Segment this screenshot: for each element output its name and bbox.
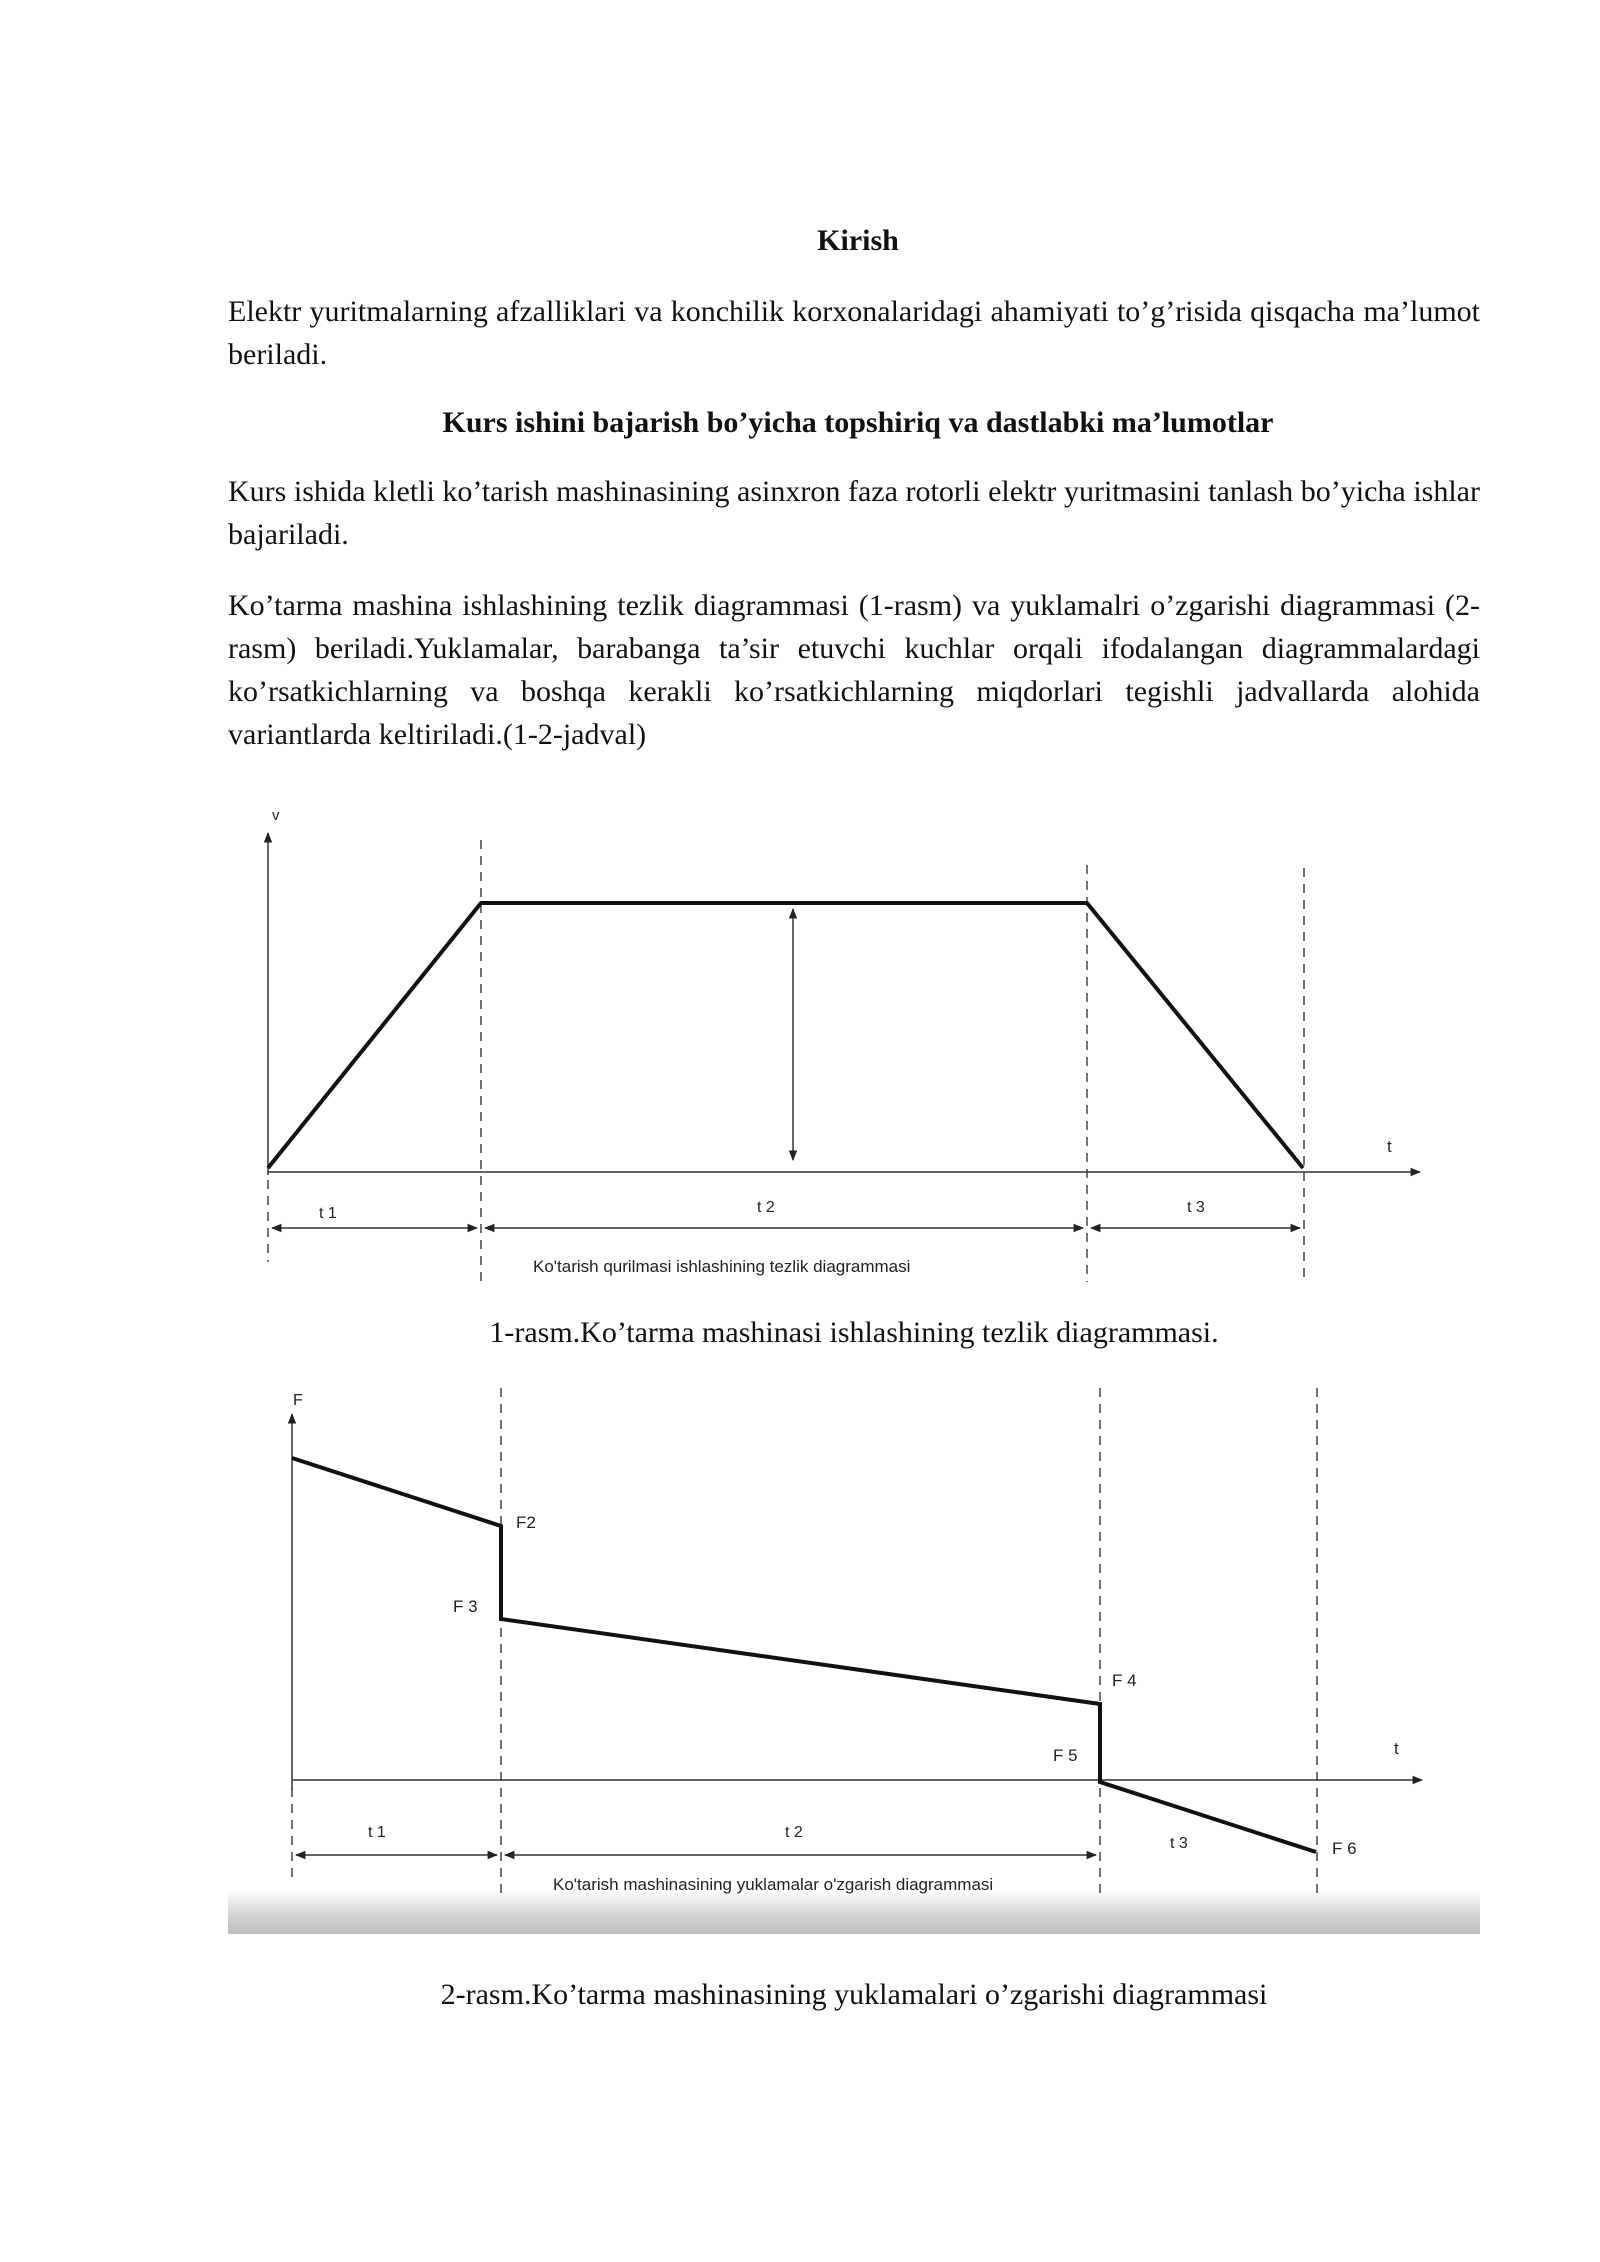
t-axis-label: t <box>1394 1739 1399 1758</box>
label-f2: F2 <box>516 1513 536 1532</box>
speed-curve <box>268 903 1303 1168</box>
label-f5: F 5 <box>1053 1746 1078 1765</box>
f-axis-label: F <box>293 1392 303 1409</box>
interval-label-t3: t 3 <box>1170 1835 1188 1852</box>
task-paragraph: Kurs ishida kletli ko’tarish mashinasining asinxron faza rotorli elektr yuritmasini tanlash bo’yicha ishlar bajariladi. <box>228 475 1480 551</box>
interval-label-t1: t 1 <box>368 1824 386 1841</box>
figure2-caption: 2-rasm.Ko’tarma mashinasining yuklamalari o’zgarishi diagrammasi <box>440 1978 1268 2011</box>
load-diagram-figure <box>0 1380 1600 1950</box>
figure2-inner-caption: Ko'tarish mashinasining yuklamalar o'zgarish diagrammasi <box>553 1875 994 1894</box>
scan-shadow-band <box>228 1890 1480 1934</box>
label-f4: F 4 <box>1112 1671 1137 1690</box>
label-f6: F 6 <box>1332 1839 1357 1858</box>
figure1-caption: 1-rasm.Ko’tarma mashinasi ishlashining tezlik diagrammasi. <box>489 1316 1219 1349</box>
diagram-description-paragraph: Ko’tarma mashina ishlashining tezlik diagrammasi (1-rasm) va yuklamalri o’zgarishi diagrammasi (2-rasm) beriladi.Yuklamalar, barabanga ta’sir etuvchi kuchlar orqali ifodalangan diagrammalardagi ko’rsatkichlarning va boshqa kerakli ko’rsatkichlarning miqdorlari tegishli jadvallarda alohida variantlarda keltiriladi.(1-2-jadval) <box>228 589 1480 751</box>
section-heading: Kurs ishini bajarish bo’yicha topshiriq va dastlabki ma’lumotlar <box>442 406 1274 439</box>
interval-label-t2: t 2 <box>785 1824 803 1841</box>
intro-paragraph: Elektr yuritmalarning afzalliklari va konchilik korxonalaridagi ahamiyati to’g’risida qisqacha ma’lumot beriladi. <box>228 295 1480 371</box>
page-heading: Kirish <box>817 224 899 257</box>
interval-label-t2: t 2 <box>757 1199 775 1216</box>
label-f3: F 3 <box>453 1597 478 1616</box>
figure1-inner-caption: Ko'tarish qurilmasi ishlashining tezlik diagrammasi <box>533 1257 911 1276</box>
interval-label-t3: t 3 <box>1187 1199 1205 1216</box>
v-axis-label: v <box>272 807 280 824</box>
load-curve <box>292 1458 1316 1852</box>
t-axis-label: t <box>1387 1137 1392 1156</box>
interval-label-t1: t 1 <box>319 1205 337 1222</box>
